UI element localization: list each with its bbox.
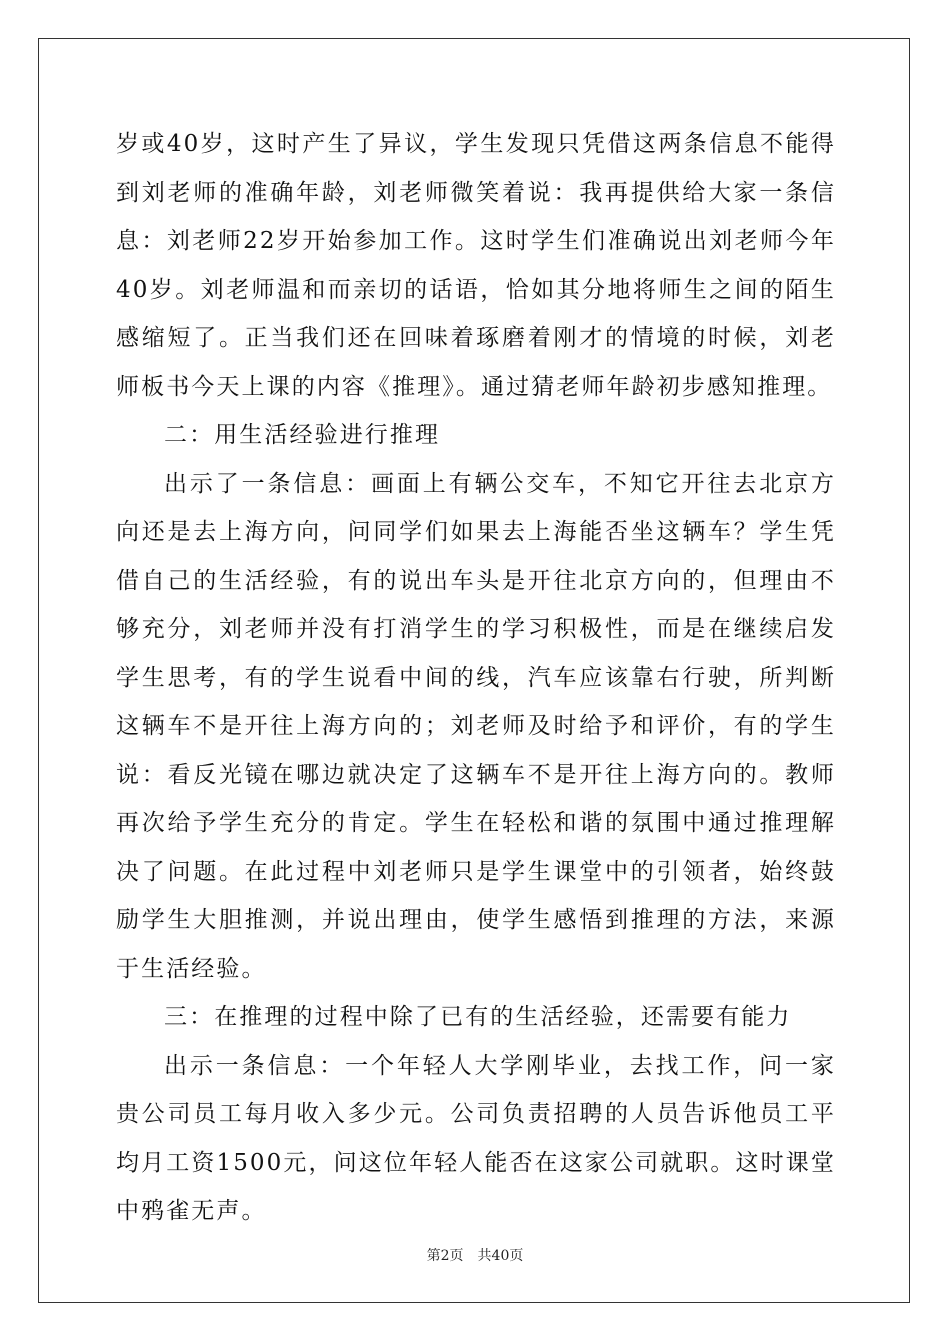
- document-body: [116, 120, 836, 1236]
- paragraph-life-experience: 出示了一条信息：画面上有辆公交车，不知它开往去北京方向还是去上海方向，问同学们如果去上海能否坐这辆车？学生凭借自己的生活经验，有的说出车头是开往北京方向的，但理由不够充分，刘老师并没有打消学生的学习积极性，而是在继续启发学生思考，有的学生说看中间的线，汽车应该靠右行驶，所判断这辆车不是开往上海方向的；刘老师及时给予和评价，有的学生说：看反光镜在哪边就决定了这辆车不是开往上海方向的。教师再次给予学生充分的肯定。学生在轻松和谐的氛围中通过推理解决了问题。在此过程中刘老师只是学生课堂中的引领者，始终鼓励学生大胆推测，并说出理由，使学生感悟到推理的方法，来源于生活经验。: [116, 470, 836, 982]
- section-heading-3: 三：在推理的过程中除了已有的生活经验，还需要有能力: [164, 1004, 792, 1030]
- paragraph-salary-question: 出示一条信息：一个年轻人大学刚毕业，去找工作，问一家贵公司员工每月收入多少元。公司负责招聘的人员告诉他员工平均月工资1500元，问这位年轻人能否在这家公司就职。这时课堂中鸦雀无声。: [116, 1052, 836, 1224]
- page-total: 共40页: [477, 1248, 524, 1264]
- page-footer: [0, 1246, 950, 1266]
- section-heading-2: 二：用生活经验进行推理: [164, 422, 441, 448]
- page-number: 第2页: [426, 1248, 464, 1264]
- paragraph-continuation: 岁或40岁，这时产生了异议，学生发现只凭借这两条信息不能得到刘老师的准确年龄，刘老师微笑着说：我再提供给大家一条信息：刘老师22岁开始参加工作。这时学生们准确说出刘老师今年40岁。刘老师温和而亲切的话语，恰如其分地将师生之间的陌生感缩短了。正当我们还在回味着琢磨着刚才的情境的时候，刘老师板书今天上课的内容《推理》。通过猜老师年龄初步感知推理。: [116, 131, 836, 400]
